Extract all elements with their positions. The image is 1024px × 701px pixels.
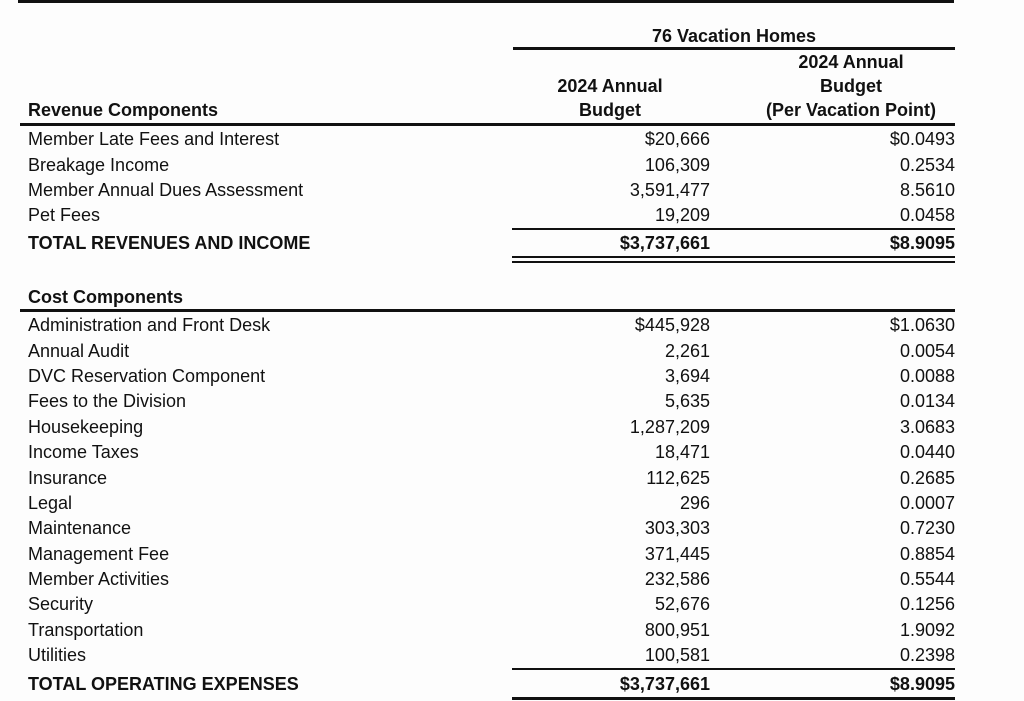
row-label: Legal (28, 492, 73, 513)
row-per-point-value: 0.0458 (899, 205, 955, 226)
row-per-point-value: 0.7230 (899, 518, 955, 539)
row-label: Maintenance (28, 518, 132, 539)
row-per-point-value: 0.0007 (899, 492, 955, 513)
cost-total-row (28, 671, 955, 697)
column-header-per-vacation-point (746, 50, 956, 122)
row-budget-value: 5,635 (664, 391, 710, 412)
row-per-point-value: 3.0683 (899, 416, 955, 437)
row-label: Pet Fees (28, 205, 101, 226)
row-label: Member Activities (28, 569, 170, 590)
row-label: Member Annual Dues Assessment (28, 179, 304, 200)
column-header-line: Budget (820, 76, 882, 96)
column-header-line: Budget (579, 100, 641, 120)
row-budget-value: $445,928 (634, 315, 710, 336)
row-per-point-value: 0.0440 (899, 442, 955, 463)
row-per-point-value: 0.8854 (899, 543, 955, 564)
top-divider-rule (18, 0, 954, 3)
row-budget-value: $20,666 (644, 129, 710, 150)
total-budget-value: $3,737,661 (619, 673, 710, 694)
row-label: Member Late Fees and Interest (28, 129, 280, 150)
row-budget-value: 1,287,209 (629, 416, 710, 437)
row-label: Insurance (28, 467, 108, 488)
table-row (28, 313, 955, 338)
row-per-point-value: 0.2685 (899, 467, 955, 488)
row-per-point-value: 8.5610 (899, 179, 955, 200)
header-bottom-rule (20, 123, 955, 126)
table-row (28, 567, 955, 592)
row-per-point-value: 0.5544 (899, 569, 955, 590)
cost-header-rule (20, 309, 955, 312)
table-group-title: 76 Vacation Homes (651, 26, 817, 46)
row-budget-value: 112,625 (646, 467, 710, 488)
table-row (28, 465, 955, 490)
row-label: Housekeeping (28, 416, 144, 437)
row-budget-value: 2,261 (664, 340, 710, 361)
row-label: Transportation (28, 619, 144, 640)
row-per-point-value: 0.1256 (899, 594, 955, 615)
row-budget-value: 800,951 (644, 619, 710, 640)
row-per-point-value: 0.0134 (899, 391, 955, 412)
table-row (28, 203, 955, 228)
row-label: Fees to the Division (28, 391, 187, 412)
table-row (28, 440, 955, 465)
table-row (28, 364, 955, 389)
total-per-point-value: $8.9095 (889, 673, 955, 694)
row-budget-value: 3,591,477 (629, 179, 710, 200)
row-per-point-value: 0.2398 (899, 645, 955, 666)
row-budget-value: 296 (679, 492, 710, 513)
table-row (28, 643, 955, 668)
row-budget-value: 371,445 (644, 543, 710, 564)
row-per-point-value: 0.2534 (899, 154, 955, 175)
row-per-point-value: 1.9092 (899, 619, 955, 640)
row-label: Security (28, 594, 94, 615)
table-row (28, 389, 955, 414)
table-row (28, 127, 955, 152)
row-label: Income Taxes (28, 442, 139, 463)
row-per-point-value: 0.0088 (899, 365, 955, 386)
cost-subtotal-rule (512, 668, 955, 670)
row-budget-value: 52,676 (654, 594, 710, 615)
table-row (28, 618, 955, 643)
row-budget-value: 3,694 (664, 365, 710, 386)
revenue-section-header: Revenue Components (28, 100, 219, 120)
row-budget-value: 19,209 (654, 205, 710, 226)
row-budget-value: 18,471 (654, 442, 710, 463)
total-label: TOTAL OPERATING EXPENSES (28, 673, 299, 694)
cost-rows (28, 313, 955, 668)
row-budget-value: 232,586 (644, 569, 710, 590)
table-row (28, 592, 955, 617)
revenue-total-row (28, 230, 955, 256)
column-header-annual-budget (510, 74, 710, 122)
row-label: Administration and Front Desk (28, 315, 271, 336)
cost-section-header: Cost Components (28, 287, 183, 307)
table-row (28, 338, 955, 363)
revenue-rows (28, 127, 955, 229)
column-header-line: (Per Vacation Point) (765, 100, 937, 120)
table-row (28, 152, 955, 177)
table-row (28, 178, 955, 203)
row-label: Utilities (28, 645, 87, 666)
total-budget-value: $3,737,661 (619, 232, 710, 253)
row-label: DVC Reservation Component (28, 365, 266, 386)
column-header-line: 2024 Annual (557, 76, 663, 96)
row-budget-value: 100,581 (644, 645, 710, 666)
table-row (28, 542, 955, 567)
column-header-line: 2024 Annual (798, 52, 904, 72)
table-row (28, 415, 955, 440)
row-budget-value: 106,309 (644, 154, 710, 175)
row-label: Annual Audit (28, 340, 130, 361)
total-per-point-value: $8.9095 (889, 232, 955, 253)
row-per-point-value: 0.0054 (899, 340, 955, 361)
total-label: TOTAL REVENUES AND INCOME (28, 232, 311, 253)
cost-total-bottom-rule (512, 697, 955, 700)
revenue-total-double-rule (512, 256, 955, 263)
row-budget-value: 303,303 (644, 518, 710, 539)
row-label: Management Fee (28, 543, 170, 564)
table-row (28, 516, 955, 541)
table-row (28, 491, 955, 516)
row-per-point-value: $0.0493 (889, 129, 955, 150)
row-per-point-value: $1.0630 (889, 315, 955, 336)
row-label: Breakage Income (28, 154, 170, 175)
